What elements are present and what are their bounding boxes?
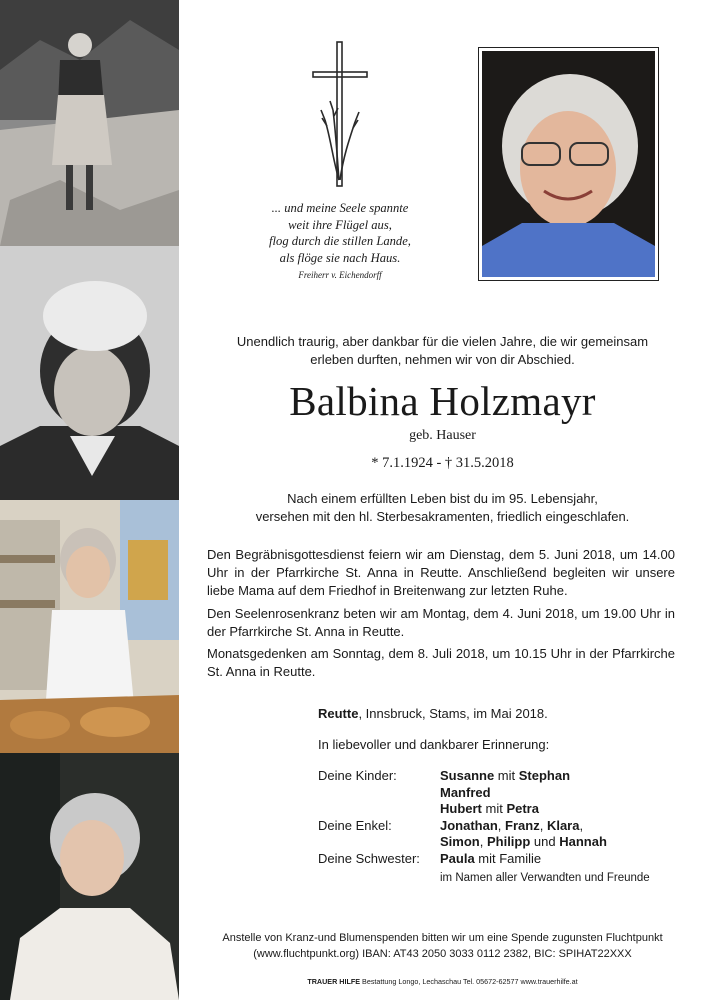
family-member: Hannah (559, 834, 607, 850)
family-member: Hubert (440, 801, 482, 817)
family-member: Franz (505, 817, 540, 833)
poem-line: weit ihre Flügel aus, (288, 217, 392, 232)
rosary-paragraph: Den Seelenrosenkranz beten wir am Montag, dem 4. Juni 2018, um 19.00 Uhr in der Pfarrkirche St. Anna in Reutte. (207, 606, 675, 639)
life-dates: * 7.1.1924 - † 31.5.2018 (371, 455, 514, 471)
deceased-name: Balbina Holzmayr (289, 378, 596, 424)
family-row-children (318, 768, 650, 818)
portrait-photo (478, 47, 659, 281)
family-row-grandchildren (318, 818, 650, 851)
photo-bakery (0, 500, 179, 753)
intro-text (200, 333, 685, 369)
family-member: Klara (546, 817, 580, 833)
donation-line: Anstelle von Kranz-und Blumenspenden bitten wir um eine Spende zugunsten Fluchtpunkt (222, 932, 663, 944)
poem-line: als flöge sie nach Haus. (279, 250, 401, 265)
donation-note (200, 930, 685, 962)
life-statement (200, 490, 685, 526)
poem-author: Freiherr v. Eichendorff (298, 270, 382, 281)
poem-line: flog durch die stillen Lande, (269, 234, 411, 249)
poem-line: ... und meine Seele spannte (271, 201, 409, 215)
family-members (440, 768, 570, 818)
place-rest: , Innsbruck, Stams, im Mai 2018. (358, 706, 548, 721)
family-member: Paula (440, 850, 475, 866)
memorial-paragraph: Monatsgedenken am Sonntag, dem 8. Juli 2018, um 10.15 Uhr in der Pfarrkirche St. Anna in Reutte. (207, 646, 675, 679)
family-connector: , (539, 817, 547, 833)
family-members (440, 851, 650, 886)
family-connector: , (479, 834, 487, 850)
family-member: Simon (440, 834, 480, 850)
family-member: Petra (506, 801, 539, 817)
family-closing: im Namen aller Verwandten und Freunde (440, 871, 650, 884)
photo-young-woman-mountain (0, 0, 179, 246)
intro-line: Unendlich traurig, aber dankbar für die vielen Jahre, die wir gemeinsam (236, 334, 649, 349)
place-town: Reutte (318, 706, 359, 721)
memory-line: In liebevoller und dankbarer Erinnerung: (318, 737, 550, 752)
family-connector: und (530, 834, 560, 850)
family-connector: mit Familie (474, 850, 542, 866)
photo-woman-hat (0, 246, 179, 500)
funeral-paragraph: Den Begräbnisgottesdienst feiern wir am Dienstag, dem 5. Juni 2018, um 14.00 Uhr in der Pfarrkirche St. Anna in Reutte. Anschließend begleiten wir unsere liebe Mama auf dem Friedhof in Breitenwang zur letzten Ruhe. (207, 547, 675, 598)
place-date-line (318, 706, 548, 721)
family-member: Susanne (440, 768, 495, 783)
life-line: Nach einem erfüllten Leben bist du im 95. Lebensjahr, (287, 491, 598, 506)
family-label: Deine Kinder: (318, 768, 397, 783)
family-connector: , (579, 817, 584, 833)
footer (200, 977, 685, 986)
footer-brand: TRAUER HILFE (307, 977, 361, 986)
family-connector: mit (481, 801, 507, 817)
maiden-name: geb. Hauser (409, 428, 476, 443)
life-line: versehen mit den hl. Sterbesakramenten, friedlich eingeschlafen. (255, 509, 630, 524)
intro-line: erleben durften, nehmen wir von dir Abschied. (310, 352, 575, 367)
family-member: Stephan (518, 768, 571, 783)
family-list (318, 768, 650, 886)
poem (228, 200, 452, 284)
family-member: Manfred (440, 784, 491, 800)
photo-elderly-woman-smiling (0, 753, 179, 1000)
photo-strip (0, 0, 179, 1000)
donation-line: (www.fluchtpunkt.org) IBAN: AT43 2050 3033 0112 2382, BIC: SPIHAT22XXX (253, 948, 632, 960)
footer-text: Bestattung Longo, Lechaschau Tel. 05672-62577 www.trauerhilfe.at (360, 977, 578, 986)
family-member: Philipp (486, 834, 531, 850)
family-member: Jonathan (440, 817, 498, 833)
cross-icon (303, 40, 375, 188)
family-connector: , (497, 817, 506, 833)
family-members (440, 818, 607, 851)
family-label: Deine Enkel: (318, 817, 392, 833)
family-row-sister (318, 851, 650, 886)
family-label: Deine Schwester: (318, 850, 420, 866)
family-connector: mit (494, 768, 519, 783)
